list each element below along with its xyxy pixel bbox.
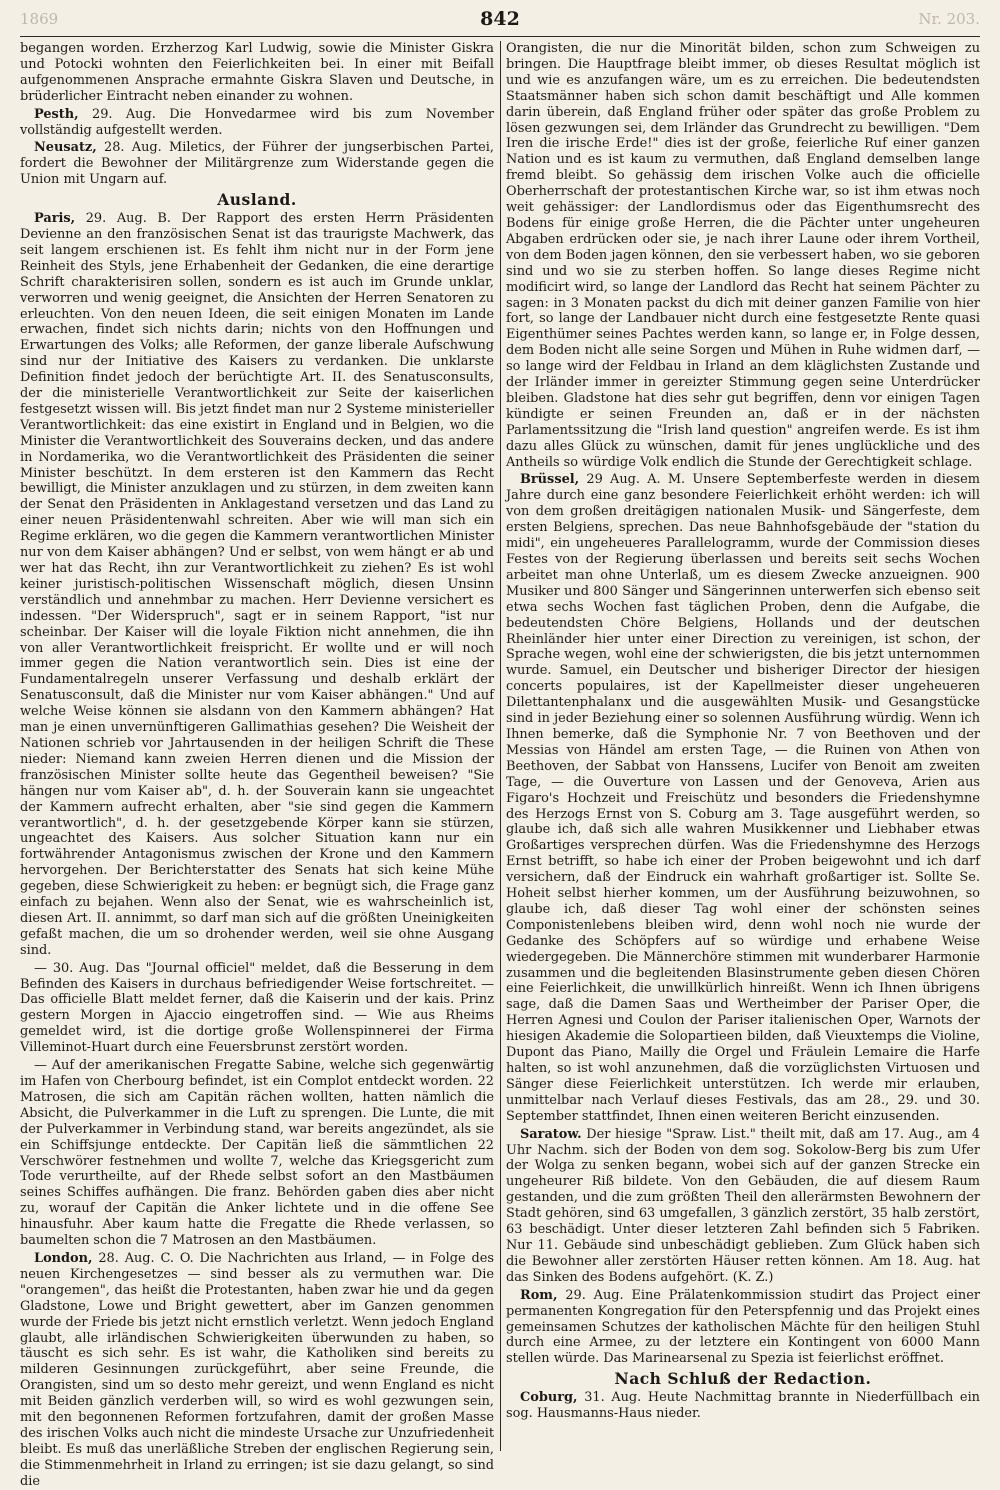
article-text: Der hiesige "Spraw. List." theilt mit, daß am 17. Aug., am 4 Uhr Nachm. sich der Boden von dem sog. Sokolow-Berg bis zum Ufer der Wolga zu senken begann, wobei sich auf der ganzen Strecke ein ungeheurer Riß bildete. Von den Gebäuden, die auf diesem Raum gestanden, und die zum größten Theil den allerärmsten Bewohnern der Stadt gehören, sind 63 umgefallen, 3 gänzlich zerstört, 35 halb zerstört, 63 beschädigt. Unter dieser letzteren Zahl befinden sich 5 Fabriken. Nur 11. Gebäude sind unbeschädigt geblieben. Zum Glück haben sich die Bewohner aller zerstörten Häuser retten können. Am 18. Aug. hat das Sinken des Bodens aufgehört. (K. Z.) — [506, 1126, 980, 1285]
page-header — [20, 6, 980, 37]
columns — [20, 41, 980, 1489]
article-text: 31. Aug. Heute Nachmittag brannte in Niederfüllbach ein sog. Hausmanns-Haus nieder. — [506, 1390, 980, 1422]
article-text: 28. Aug. C. O. Die Nachrichten aus Irland, — in Folge des neuen Kirchengesetzes — sind besser als zu vermuthen war. Die "orangemen", das heißt die Protestanten, haben zwar hie und da gegen Gladstone, Lowe und Bright gewettert, aber im Ganzen genommen wurde der Friede bis jetzt nicht ernstlich verletzt. Wenn jedoch England glaubt, alle irländischen Schwierigkeiten überwunden zu haben, so täuscht es sich sehr. Es ist wahr, die Katholiken sind bereits zu milderen Gesinnungen zurückgeführt, aber seine Freunde, die Orangisten, sind um so desto mehr gereizt, und wenn England es nicht mit Beiden gänzlich verderben will, so wird es wohl gezwungen sein, mit den begonnenen Reformen fortzufahren, damit der großen Masse des irischen Volks auch nicht die mindeste Ursache zur Unzufriedenheit bleibt. Es muß das unerläßliche Streben der englischen Regierung sein, die Stimmenmehrheit in Irland zu erringen; ist sie dazu gelangt, so sind die — [20, 1250, 494, 1489]
article-paragraph: — 30. Aug. Das "Journal officiel" meldet, daß die Besserung in dem Befinden des Kaisers in durchaus befriedigender Weise fortschreitet. — Das officielle Blatt meldet ferner, daß die Kaiserin und der kais. Prinz gestern Morgen in Ajaccio eingetroffen sind. — Wie aus Rheims gemeldet wird, ist die dortige große Wollenspinnerei der Firma Villeminot-Huart durch eine Feuersbrunst zerstört worden. — [20, 960, 494, 1056]
ghost-issue: Nr. 203. — [918, 10, 980, 28]
article-text: 29 Aug. A. M. Unsere Septemberfeste werden in diesem Jahre durch eine ganz besondere Feierlichkeit erhöht werden: ich will von dem großen dreitägigen nationalen Musik- und Sängerfeste, dem ersten Belgiens, sprechen. Das neue Bahnhofsgebäude der "station du midi", ein ungeheueres Parallelogramm, wurde der Commission dieses Festes von der Regierung überlassen und bereits seit sechs Wochen arbeitet man ohne Unterlaß, um es diesem Zwecke anzueignen. 900 Musiker und 800 Sänger und Sängerinnen unterwerfen sich ebenso seit etwa sechs Wochen fast täglichen Proben, denn die Aufgabe, die bedeutendsten Chöre Belgiens, Hollands und der deutschen Rheinländer hier unter einer Direction zu vereinigen, ist schon, der Sprache wegen, wohl eine der schwierigsten, die bis jetzt unternommen wurde. Samuel, ein Deutscher und bisheriger Director der hiesigen concerts populaires, ist der Kapellmeister dieser ungeheueren Dilettantenphalanx und die ausgewählten Musik- und Gesangstücke sind in jeder Beziehung einer so solennen Ausführung würdig. Wenn ich Ihnen bemerke, daß die Symphonie Nr. 7 von Beethoven und der Messias von Händel am ersten Tage, — die Ruinen von Athen von Beethoven, der Sabbat von Hanssens, Lucifer von Benoit am zweiten Tage, — die Ouverture von Lassen und der Genoveva, Arien aus Figaro's Hochzeit und Freischütz und besonders die Friedenshymne des Herzogs Ernst von S. Coburg am 3. Tage ausgeführt werden, so glaube ich, daß sich alle wahren Musikkenner und Liebhaber etwas Großartiges versprechen dürfen. Was die Friedenshymne des Herzogs Ernst betrifft, so habe ich einer der Proben beigewohnt und ich darf versichern, daß der Eindruck ein wahrhaft großartiger ist. Sollte Se. Hoheit selbst hierher kommen, um der Ausführung beizuwohnen, so glaube ich, daß dieser Tag wohl einer der schönsten seines Componistenlebens bleiben wird, denn wohl noch nie wurde der Gedanke des Schöpfers auf so würdige und erhabene Weise wiedergegeben. Die Männerchöre stimmen mit wunderbarer Harmonie zusammen und die begleitenden Blasinstrumente geben diesen Chören eine Feierlichkeit, die unwillkürlich hinreißt. Wenn ich Ihnen übrigens sage, daß die Damen Saas und Wertheimber der Pariser Oper, die Herren Agnesi und Coulon der Pariser italienischen Oper, Warnots der hiesigen Akademie die Solopartieen bilden, daß Vieuxtemps die Violine, Dupont das Piano, Mailly die Orgel und Fräulein Lemaire die Harfe halten, so ist wohl anzunehmen, daß die vorzüglichsten Virtuosen und Sänger diese Feierlichkeit unterstützen. Ich werde mir erlauben, unmittelbar nach Verlauf dieses Festivals, das am 28., 29. und 30. September stattfindet, Ihnen einen weiteren Bericht einzusenden. — [506, 472, 980, 1124]
article-paragraph: Orangisten, die nur die Minorität bilden, schon zum Schweigen zu bringen. Die Hauptfrage bleibt immer, ob dieses Resultat möglich ist und wie es anzufangen wäre, um es zu erreichen. Die bedeutendsten Staatsmänner haben sich schon damit beschäftigt und Alle kommen darin überein, daß England früher oder später das große Problem zu lösen gezwungen sei, dem Irländer das Grundrecht zu bewilligen. "Dem Iren die irische Erde!" dies ist der große, feierliche Ruf einer ganzen Nation und es ist kaum zu vermuthen, daß England demselben lange fremd bleibt. So gehässig dem irischen Volke auch die officielle Oberherrschaft der protestantischen Kirche war, so ist ihm etwas noch weit gehässiger: der Landlordismus oder das Eigenthumsrecht des Bodens für einige große Herren, die die Pächter unter ungeheuren Abgaben erdrücken oder sie, je nach ihrer Laune oder ihrem Vortheil, von dem Boden jagen können, den sie verbessert haben, wo sie geboren sind und wo sie zu sterben hoffen. So lange dieses Regime nicht modificirt wird, so lange der Landlord das Recht hat seinem Pächter zu sagen: in 3 Monaten packst du dich mit deiner ganzen Familie von hier fort, so lange der Landbauer nicht durch eine festgesetzte Rente quasi Eigenthümer seines Pachtes werden kann, so lange er, in Folge dessen, dem Boden nicht alle seine Sorgen und Mühen in Ruhe widmen darf, — so lange wird der Feldbau in Irland an dem kläglichsten Zustande und der Irländer immer in gereizter Stimmung gegen seine Unterdrücker bleiben. Gladstone hat dies sehr gut begriffen, denn vor einigen Tagen kündigte er seinen Freunden an, daß er in der nächsten Parlamentssitzung die "Irish land question" angreifen werde. Es ist ihm dazu alles Glück zu wünschen, damit für jenes unglückliche und des Antheils so würdige Volk endlich die Stunde der Gerechtigkeit schlage. — [506, 41, 980, 470]
article-text: 29. Aug. B. Der Rapport des ersten Herrn Präsidenten Devienne an den französischen Senat ist das traurigste Machwerk, das seit langem erschienen ist. Es fehlt ihm nicht nur in der Form jene Reinheit des Styls, jene Erhabenheit der Gedanken, die eine derartige Schrift charakterisiren sollen, sondern es ist auch im Grunde unklar, verworren und wenig geeignet, die Ansichten der Herren Senatoren zu erleuchten. Von den neuen Ideen, die seit einigen Monaten im Lande erwachen, findet sich nichts darin; nichts von den Hoffnungen und Erwartungen des Volks; alle Reformen, der ganze liberale Aufschwung sind nur der Initiative des Kaisers zu verdanken. Die unklarste Definition findet jedoch der berüchtigte Art. II. des Senatusconsults, der die ministerielle Verantwortlichkeit zur Seite der kaiserlichen festgesetzt wissen will. Bis jetzt findet man nur 2 Systeme ministerieller Verantwortlichkeit: das eine existirt in England und in Belgien, wo die Minister die Verantwortlichkeit des Souverains decken, und das andere in Nordamerika, wo die Verantwortlichkeit des Präsidenten die seiner Minister beschützt. In dem ersteren ist den Kammern das Recht bewilligt, die Minister anzuklagen und zu stürzen, in dem zweiten kann der Senat den Präsidenten in Anklagestand versetzen und das Land zu einer neuen Präsidentenwahl schreiten. Aber wie will man sich ein Regime erklären, wo die gegen die Kammern verantwortlichen Minister nur von dem Kaiser abhängen? Und er selbst, von wem hängt er ab und wer hat das Recht, ihn zur Verantwortlichkeit zu ziehen? Es ist wohl keiner juristisch-politischen Wissenschaft möglich, diesen Unsinn verständlich und annehmbar zu machen. Herr Devienne versichert es indessen. "Der Widerspruch", sagt er in seinem Rapport, "ist nur scheinbar. Der Kaiser will die loyale Fiktion nicht annehmen, die ihn von aller Verantwortlichkeit freispricht. Er wollte und er will noch immer gegen die Nation verantwortlich sein. Dies ist eine der Fundamentalregeln unserer Verfassung und deshalb erklärt der Senatusconsult, daß die Minister nur vom Kaiser abhängen." Und auf welche Weise können sie alsdann von den Kammern abhängen? Hat man je einen unvernünftigeren Gallimathias gesehen? Die Weisheit der Nationen schrieb vor Jahrtausenden in der heiligen Schrift die These nieder: Niemand kann zweien Herren dienen und die Mission der französischen Minister sollte heute das Gegentheil beweisen? "Sie hängen nur vom Kaiser ab", d. h. der Souverain kann sie ungeachtet der Kammern aufrecht erhalten, aber "sie sind gegen die Kammern verantwortlich", d. h. der gesetzgebende Körper kann sie stürzen, ungeachtet des Kaisers. Aus solcher Situation kann nur ein fortwährender Antagonismus zwischen der Krone und den Kammern hervorgehen. Der Berichterstatter des Senats hat sich keine Mühe gegeben, diese Schwierigkeit zu heben: er begnügt sich, die Frage ganz einfach zu bejahen. Wenn also der Senat, wie es wahrscheinlich ist, diesen Art. II. annimmt, so darf man sich auf die größten Uneinigkeiten gefaßt machen, die um so drohender werden, weil sie ohne Ausgang sind. — [20, 211, 494, 958]
page-number: 842 — [480, 8, 520, 30]
section-heading: Nach Schluß der Redaction. — [614, 1369, 872, 1389]
article-paragraph — [20, 211, 494, 959]
article-paragraph: — Auf der amerikanischen Fregatte Sabine, welche sich gegenwärtig im Hafen von Cherbourg befindet, ist ein Complot entdeckt worden. 22 Matrosen, die sich am Capitän rächen wollten, hatten nämlich die Absicht, die Pulverkammer in die Luft zu sprengen. Die Lunte, die mit der Pulverkammer in Verbindung stand, war bereits angezündet, als sie ein Schiffsjunge entdeckte. Der Capitän ließ die sämmtlichen 22 Verschwörer festnehmen und wollte 7, welche das Kriegsgericht zum Tode verurtheilte, auf der Rhede selbst sofort an den Mastbäumen seines Schiffes aufhängen. Die franz. Behörden gaben dies aber nicht zu, worauf der Capitän die Anker lichtete und in die offene See hinausfuhr. Aber kaum hatte die Fregatte die Rhede verlassen, so baumelten schon die 7 Matrosen an den Mastbäumen. — [20, 1058, 494, 1249]
dateline: Rom, — [520, 1287, 558, 1303]
article-paragraph — [506, 1288, 980, 1368]
article-paragraph — [506, 1127, 980, 1286]
article-paragraph: begangen worden. Erzherzog Karl Ludwig, sowie die Minister Giskra und Potocki wohnten den Feierlichkeiten bei. In einer mit Beifall aufgenommenen Ansprache ermahnte Giskra Slaven und Deutsche, in brüderlicher Eintracht neben einander zu wohnen. — [20, 41, 494, 104]
article-text: 28. Aug. Miletics, der Führer der jungserbischen Partei, fordert die Bewohner der Militärgrenze zum Widerstande gegen die Union mit Ungarn auf. — [20, 140, 494, 188]
dateline: Brüssel, — [520, 472, 580, 488]
article-paragraph — [506, 472, 980, 1124]
column-rule — [500, 41, 501, 1451]
dateline: Neusatz, — [34, 140, 97, 156]
left-column — [20, 41, 494, 1489]
ghost-year: 1869 — [20, 10, 59, 28]
right-column — [506, 41, 980, 1451]
dateline: London, — [34, 1250, 93, 1266]
dateline: Coburg, — [520, 1390, 578, 1406]
dateline: Saratow. — [520, 1126, 582, 1142]
article-text: 29. Aug. Eine Prälatenkommission studirt das Project einer permanenten Kongregation für den Peterspfennig und das Projekt eines gemeinsamen Schutzes der katholischen Mächte für den heiligen Stuhl durch eine Armee, zu der letztere ein Kontingent von 6000 Mann stellen würde. Das Marinearsenal zu Spezia ist feierlichst eröffnet. — [506, 1287, 980, 1367]
section-heading: Ausland. — [217, 190, 297, 210]
dateline: Pesth, — [34, 106, 79, 122]
dateline: Paris, — [34, 211, 76, 227]
article-paragraph — [20, 1251, 494, 1490]
article-paragraph — [20, 140, 494, 188]
article-paragraph — [20, 107, 494, 139]
article-paragraph — [506, 1390, 980, 1422]
article-text: 29. Aug. Die Honvedarmee wird bis zum November vollständig aufgestellt werden. — [20, 106, 494, 138]
